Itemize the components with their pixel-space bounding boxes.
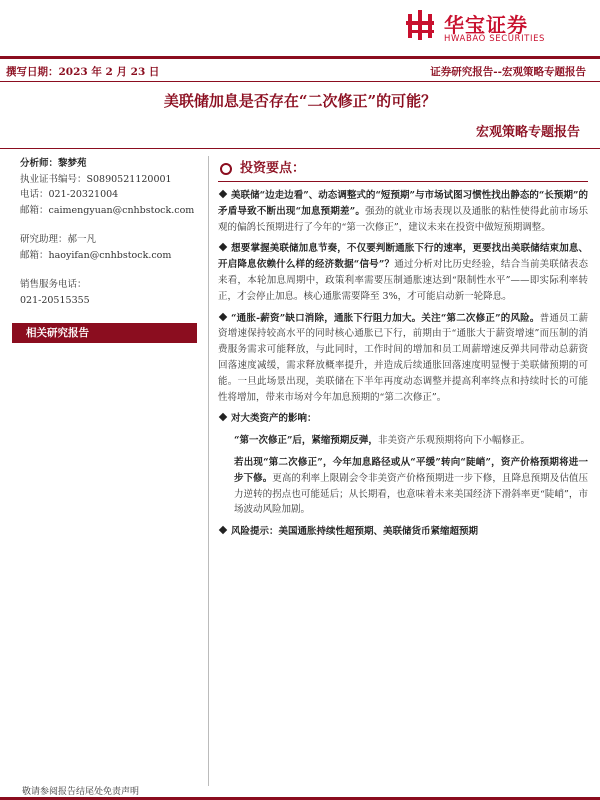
analyst-panel (20, 156, 200, 308)
key-points-section (218, 157, 588, 546)
brand-name-cn: 华宝证券 (444, 13, 528, 37)
report-title: 美联储加息是否存在“二次修正”的可能？ (163, 92, 437, 110)
key-point-4: 对大类资产的影响： (218, 411, 588, 427)
key-point-6: 若出现“第二次修正”，今年加息路径或从“平缓”转向“陡峭”，资产价格预期将进一步下修。更高的利率上限剧会令非美资产价格预期进一步下修，且降息预期及估值压力逆转的拐点也可能延后；从长期看，也意味着未来美国经济下滑斜率更“陡峭”，市场波动风险加剧。 (234, 456, 588, 516)
title-separator (0, 148, 600, 149)
circle-bullet-icon (220, 163, 232, 175)
analyst-phone: 电话：021-20321004 (20, 189, 119, 200)
diamond-bullet-icon (219, 413, 227, 421)
footer-disclaimer: 敬请参阅报告结尾处免责声明 (22, 787, 140, 797)
report-subtitle: 宏观策略专题报告 (475, 125, 580, 140)
brand-name-en: HWABAO SECURITIES (444, 34, 546, 44)
header-rule (0, 56, 600, 59)
analyst-email[interactable]: 邮箱：caimengyuan@cnhbstock.com (20, 204, 195, 216)
diamond-bullet-icon (219, 243, 227, 251)
analyst-name: 分析师：黎梦苑 (20, 158, 87, 169)
header-thin-rule (0, 81, 600, 82)
diamond-bullet-icon (219, 312, 227, 320)
report-date: 撰写日期：2023 年 2 月 23 日 (6, 66, 160, 78)
assistant-name: 研究助理：郝一凡 (20, 234, 97, 245)
hwabao-logo-icon (404, 8, 438, 42)
key-points-heading: 投资要点： (218, 157, 588, 181)
column-divider (208, 156, 209, 786)
related-reports-header: 相关研究报告 (12, 323, 197, 343)
key-point-5: “第一次修正”后，紧缩预期反弹，非美资产乐观预期将向下小幅修正。 (234, 435, 530, 447)
key-points-rule (218, 181, 588, 182)
risk-warning: 风险提示：美国通胀持续性超预期、美联储货币紧缩超预期 (218, 524, 588, 540)
key-point-1: 美联储“边走边看”、动态调整式的“短预期”与市场试图习惯性找出静态的“长预期”的矛盾导致不断出现“加息预期差”。强劲的就业市场表现以及通胀的粘性使得此前市场乐观的偏鸽长预期进行了今年的“第一次修正”，建议未来在投资中做短预期调整。 (218, 190, 588, 233)
diamond-bullet-icon (219, 526, 227, 534)
sales-phone: 021-20515355 (20, 294, 90, 306)
key-point-3: “通胀-薪资”缺口消除，通胀下行阻力加大。关注“第二次修正”的风险。普通员工薪资增速保持较高水平的同时核心通胀已下行，前期由于“通胀大于薪资增速”而压制的消费服务需求可能释放，与此同时，工作时间的增加和员工周薪增速反弹共同带动总薪资回落速度减缓，需求释放概率提升，并造成后续通胀回落速度明显慢于美联储预期的可能。一旦此场景出现，美联储在下半年再度动态调整并提高利率终点和持续时长的可能性将增加，带来市场对今年加息预期的“第二次修正”。 (218, 312, 588, 403)
report-series: 证券研究报告--宏观策略专题报告 (430, 66, 586, 78)
analyst-license: 执业证书编号：S0890521120001 (20, 173, 172, 185)
diamond-bullet-icon (219, 190, 227, 198)
assistant-email[interactable]: 邮箱：haoyifan@cnhbstock.com (20, 249, 172, 261)
key-point-2: 想要掌握美联储加息节奏，不仅要判断通胀下行的速率，更要找出美联储结束加息、开启降息依赖什么样的经济数据“信号”？通过分析对比历史经验，结合当前美联储表态来看，本轮加息周期中，政策利率需要压制通胀速达到“限制性水平”——即实际利率转正，才会停止加息。核心通胀需要降至 3%，才可能启动新一轮降息。 (218, 243, 588, 302)
brand-logo (404, 8, 590, 48)
sales-label: 销售服务电话： (20, 279, 87, 290)
